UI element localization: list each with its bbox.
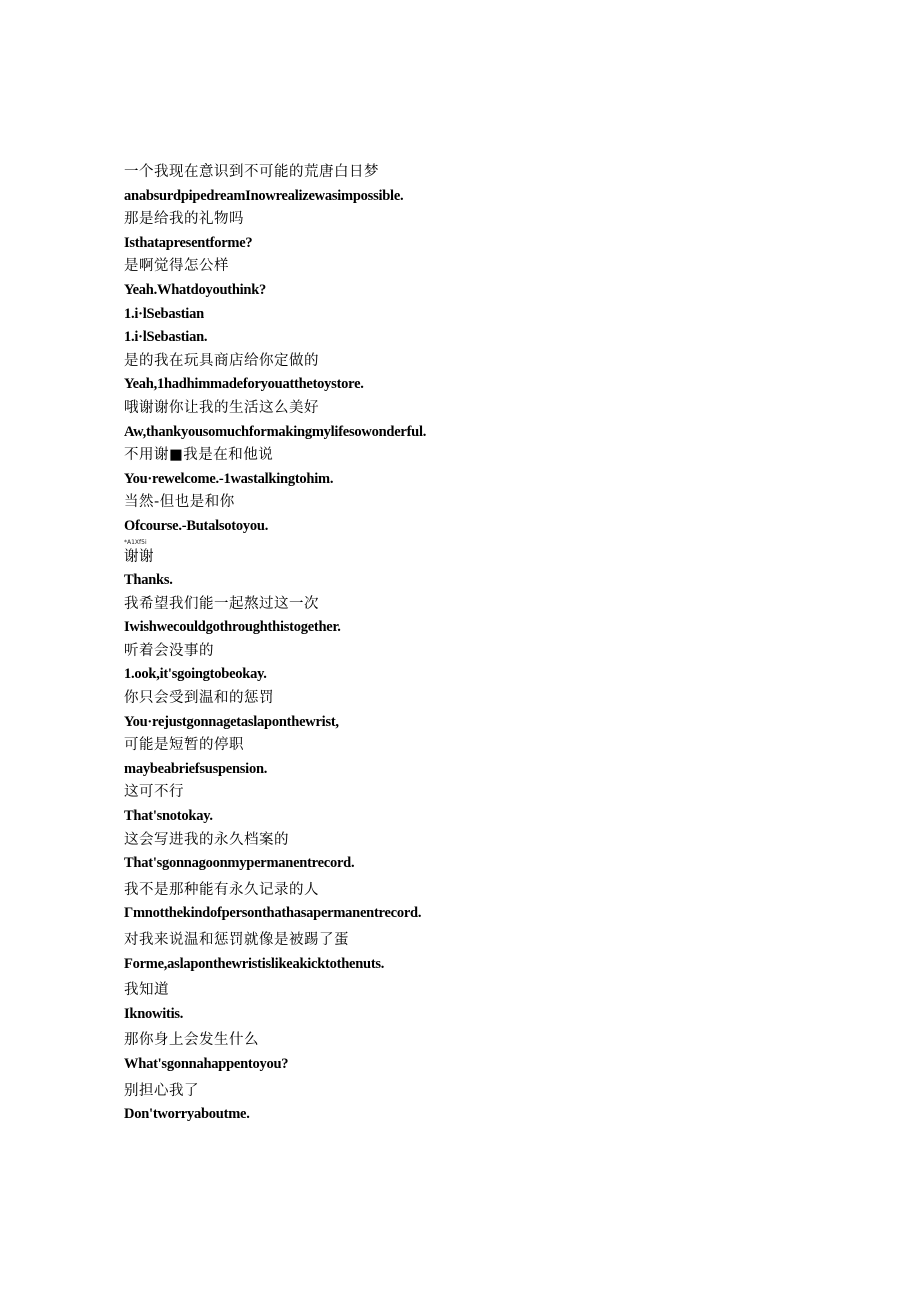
chinese-line: 我希望我们能一起熬过这一次 [124,595,319,612]
english-line: 1.i·lSebastian. [124,329,208,346]
chinese-line: 我知道 [124,982,169,999]
english-line: Forme,aslaponthewristislikeakicktothenuts. [124,955,385,972]
chinese-line: 你只会受到温和的惩罚 [124,690,274,707]
chinese-line: 这会写进我的永久档案的 [124,831,289,848]
subtitle-transcript [124,161,824,1127]
english-line: Γmnotthekindofpersonthathasapermanentrecord. [124,905,422,922]
english-line: 1.i·lSebastian [124,305,204,322]
english-line: Iwishwecouldgothroughthistogether. [124,619,341,636]
english-line: anabsurdpipedreamInowrealizewasimpossible. [124,187,404,204]
chinese-line: 一个我现在意识到不可能的荒唐白日梦 [124,164,379,180]
english-line: You·rewelcome.-1wastalkingtohim. [124,470,334,487]
english-line: What'sgonnahappentoyou? [124,1055,289,1072]
english-line: maybeabriefsuspension. [124,760,268,777]
english-line: Yeah.Whatdoyouthink? [124,281,267,298]
chinese-line: 是啊觉得怎公样 [124,258,229,275]
english-line: 1.ook,it'sgoingtobeokay. [124,666,267,683]
chinese-line: 谢谢 [124,548,154,565]
scan-artifact-text: *A1Xf5i [124,538,147,546]
chinese-line: 是的我在玩具商店给你定做的 [124,352,319,369]
chinese-line: 这可不行 [124,784,184,801]
english-line: You·rejustgonnagetaslaponthewrist, [124,713,339,730]
english-line: That'snotokay. [124,808,213,825]
chinese-line: 听着会没事的 [124,642,214,659]
chinese-line: 对我来说温和惩罚就像是被踢了蛋 [124,932,349,948]
english-line: Aw,thankyousomuchformakingmylifesowonderful. [124,423,427,440]
chinese-line: 不用谢■我是在和他说 [124,447,274,464]
english-line: That'sgonnagoonmypermanentrecord. [124,855,355,872]
chinese-line: 可能是短暂的停职 [124,737,244,754]
chinese-line: 我不是那种能有永久记录的人 [124,881,319,898]
english-line: Iknowitis. [124,1005,184,1022]
english-line: Yeah,1hadhimmadeforyouatthetoystore. [124,376,364,393]
english-line: Ofcourse.-Butalsotoyou. [124,517,269,534]
english-line: Thanks. [124,572,173,589]
chinese-line: 那你身上会发生什么 [124,1032,259,1049]
chinese-line: 哦谢谢你让我的生活这么美好 [124,399,319,416]
chinese-line: 那是给我的礼物吗 [124,211,244,228]
english-line: Don'tworryaboutme. [124,1106,250,1123]
chinese-line: 当然-但也是和你 [124,494,235,511]
english-line: Isthatapresentforme? [124,234,253,251]
chinese-line: 别担心我了 [124,1082,199,1099]
